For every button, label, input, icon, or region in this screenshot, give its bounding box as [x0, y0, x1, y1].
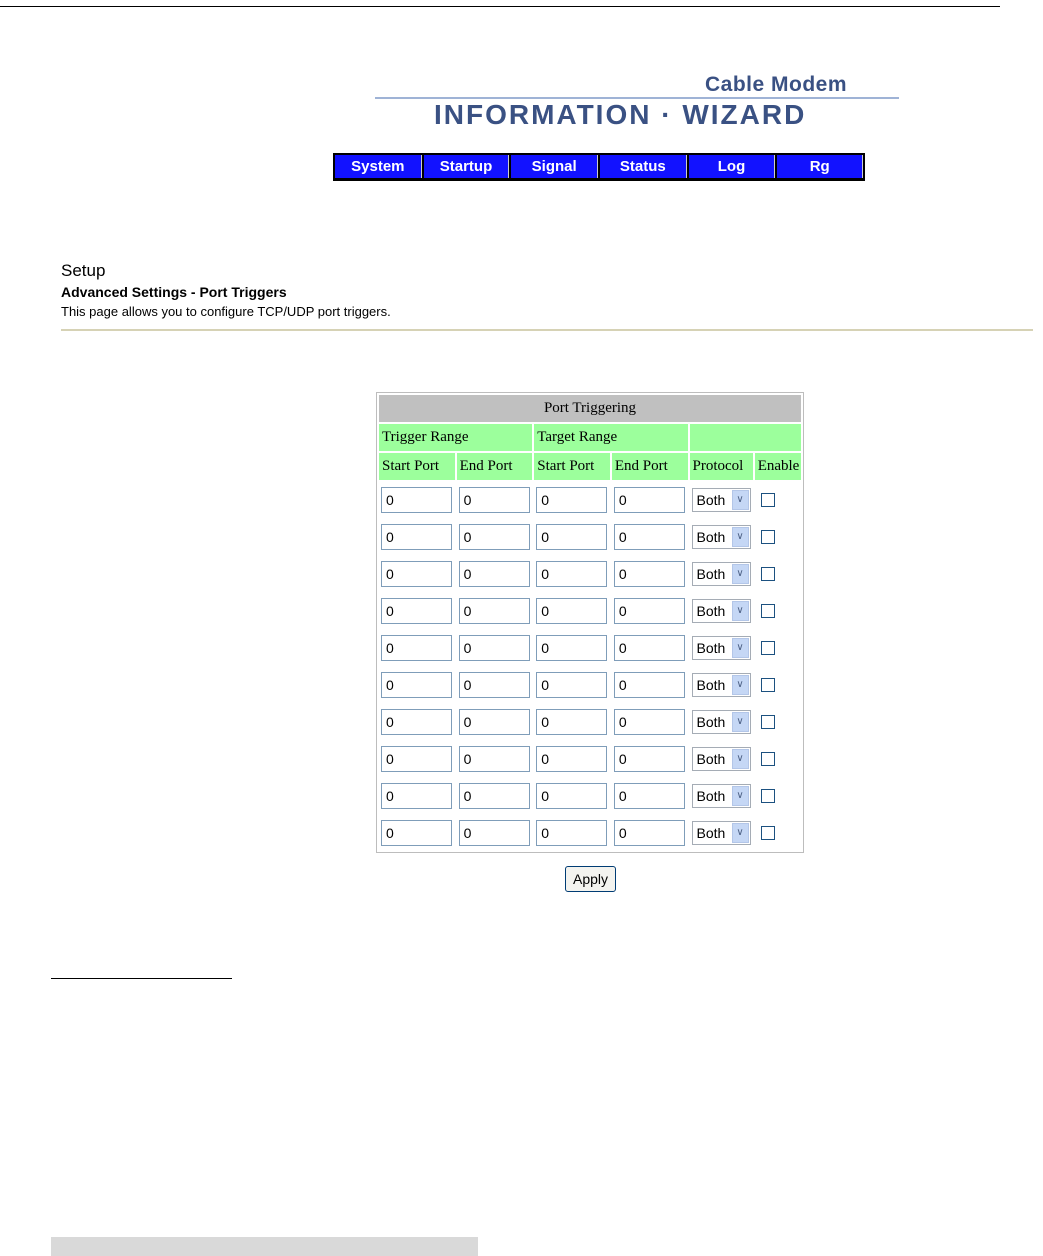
page-title: Setup	[61, 261, 106, 280]
enable-cell	[755, 556, 801, 591]
protocol-cell	[690, 556, 753, 591]
chevron-down-icon[interactable]: ∨	[732, 786, 749, 806]
protocol-select[interactable]	[692, 599, 751, 623]
apply-button[interactable]: Apply	[565, 866, 616, 892]
enable-checkbox[interactable]	[761, 715, 775, 729]
target-end-port-input[interactable]	[614, 820, 685, 846]
gray-footer-bar	[51, 1237, 478, 1256]
chevron-down-icon[interactable]: ∨	[732, 823, 749, 843]
port-triggering-table	[376, 392, 804, 853]
port-cell	[457, 704, 533, 739]
nav-system[interactable]: System	[335, 155, 422, 178]
protocol-cell	[690, 704, 753, 739]
col-target-end-port: End Port	[612, 453, 688, 480]
enable-checkbox[interactable]	[761, 604, 775, 618]
trigger-end-port-input[interactable]	[459, 524, 530, 550]
target-end-port-input[interactable]	[614, 709, 685, 735]
chevron-down-icon[interactable]: ∨	[732, 675, 749, 695]
table-row	[379, 704, 801, 739]
table-row	[379, 556, 801, 591]
port-cell	[534, 667, 610, 702]
section-divider	[61, 329, 1033, 331]
trigger-start-port-input[interactable]	[381, 820, 452, 846]
port-cell	[457, 815, 533, 850]
port-cell	[457, 482, 533, 517]
enable-checkbox[interactable]	[761, 789, 775, 803]
target-end-port-input[interactable]	[614, 561, 685, 587]
trigger-start-port-input[interactable]	[381, 783, 452, 809]
protocol-cell	[690, 593, 753, 628]
port-cell	[534, 704, 610, 739]
enable-cell	[755, 778, 801, 813]
enable-cell	[755, 593, 801, 628]
chevron-down-icon[interactable]: ∨	[732, 527, 749, 547]
page-top-rule	[0, 6, 1000, 7]
protocol-value: Both	[696, 750, 726, 767]
target-range-header: Target Range	[534, 424, 687, 451]
protocol-value: Both	[696, 565, 726, 582]
trigger-end-port-input[interactable]	[459, 598, 530, 624]
table-row	[379, 630, 801, 665]
target-end-port-input[interactable]	[614, 598, 685, 624]
target-end-port-input[interactable]	[614, 524, 685, 550]
target-start-port-input[interactable]	[536, 561, 607, 587]
port-cell	[379, 778, 455, 813]
port-cell	[379, 741, 455, 776]
port-cell	[457, 741, 533, 776]
port-cell	[379, 482, 455, 517]
protocol-cell	[690, 482, 753, 517]
nav-log[interactable]: Log	[689, 155, 776, 178]
port-cell	[457, 778, 533, 813]
protocol-select[interactable]	[692, 562, 751, 586]
target-end-port-input[interactable]	[614, 635, 685, 661]
chevron-down-icon[interactable]: ∨	[732, 749, 749, 769]
enable-checkbox[interactable]	[761, 678, 775, 692]
protocol-cell	[690, 519, 753, 554]
port-cell	[534, 630, 610, 665]
port-cell	[457, 556, 533, 591]
port-cell	[534, 482, 610, 517]
enable-cell	[755, 519, 801, 554]
enable-checkbox[interactable]	[761, 567, 775, 581]
target-start-port-input[interactable]	[536, 524, 607, 550]
trigger-end-port-input[interactable]	[459, 709, 530, 735]
port-cell	[534, 519, 610, 554]
enable-cell	[755, 704, 801, 739]
target-end-port-input[interactable]	[614, 487, 685, 513]
nav-startup[interactable]: Startup	[424, 155, 510, 178]
port-cell	[379, 519, 455, 554]
port-cell	[379, 556, 455, 591]
enable-checkbox[interactable]	[761, 752, 775, 766]
trigger-start-port-input[interactable]	[381, 672, 452, 698]
enable-checkbox[interactable]	[761, 530, 775, 544]
protocol-value: Both	[696, 787, 726, 804]
enable-checkbox[interactable]	[761, 641, 775, 655]
protocol-value: Both	[696, 639, 726, 656]
logo-cable-modem: Cable Modem	[705, 73, 848, 96]
col-enable: Enable	[755, 453, 801, 480]
protocol-value: Both	[696, 713, 726, 730]
table-row	[379, 741, 801, 776]
top-nav	[333, 153, 865, 181]
nav-status[interactable]: Status	[600, 155, 687, 178]
page-description: This page allows you to configure TCP/UDP port triggers.	[61, 304, 391, 319]
port-cell	[612, 741, 688, 776]
target-start-port-input[interactable]	[536, 672, 607, 698]
protocol-cell	[690, 815, 753, 850]
port-cell	[534, 815, 610, 850]
target-end-port-input[interactable]	[614, 746, 685, 772]
protocol-value: Both	[696, 491, 726, 508]
port-cell	[612, 704, 688, 739]
protocol-value: Both	[696, 676, 726, 693]
table-row	[379, 815, 801, 850]
protocol-select[interactable]	[692, 673, 751, 697]
port-cell	[534, 556, 610, 591]
trigger-end-port-input[interactable]	[459, 561, 530, 587]
enable-cell	[755, 741, 801, 776]
col-trigger-end-port: End Port	[457, 453, 533, 480]
target-start-port-input[interactable]	[536, 709, 607, 735]
target-start-port-input[interactable]	[536, 783, 607, 809]
chevron-down-icon[interactable]: ∨	[732, 601, 749, 621]
port-cell	[457, 519, 533, 554]
port-cell	[379, 667, 455, 702]
protocol-value: Both	[696, 824, 726, 841]
page-subtitle: Advanced Settings - Port Triggers	[61, 284, 287, 300]
target-start-port-input[interactable]	[536, 598, 607, 624]
logo-information-wizard: INFORMATION · WIZARD	[434, 99, 807, 130]
chevron-down-icon[interactable]: ∨	[732, 564, 749, 584]
protocol-select[interactable]	[692, 525, 751, 549]
target-end-port-input[interactable]	[614, 783, 685, 809]
trigger-start-port-input[interactable]	[381, 746, 452, 772]
protocol-value: Both	[696, 528, 726, 545]
blank-group-header	[690, 424, 802, 451]
enable-cell	[755, 815, 801, 850]
table-title: Port Triggering	[379, 395, 801, 422]
port-cell	[612, 556, 688, 591]
port-cell	[612, 778, 688, 813]
chevron-down-icon[interactable]: ∨	[732, 490, 749, 510]
underline-rule	[51, 978, 232, 979]
protocol-cell	[690, 630, 753, 665]
port-cell	[457, 630, 533, 665]
trigger-end-port-input[interactable]	[459, 783, 530, 809]
target-start-port-input[interactable]	[536, 746, 607, 772]
trigger-start-port-input[interactable]	[381, 487, 452, 513]
protocol-cell	[690, 667, 753, 702]
trigger-end-port-input[interactable]	[459, 820, 530, 846]
enable-cell	[755, 630, 801, 665]
port-cell	[612, 630, 688, 665]
port-cell	[379, 630, 455, 665]
nav-rg[interactable]: Rg	[777, 155, 863, 178]
table-body	[379, 482, 801, 850]
protocol-select[interactable]	[692, 821, 751, 845]
target-start-port-input[interactable]	[536, 820, 607, 846]
port-cell	[457, 593, 533, 628]
port-cell	[379, 815, 455, 850]
enable-checkbox[interactable]	[761, 826, 775, 840]
target-start-port-input[interactable]	[536, 635, 607, 661]
protocol-select[interactable]	[692, 784, 751, 808]
table-row	[379, 482, 801, 517]
port-cell	[379, 593, 455, 628]
col-target-start-port: Start Port	[534, 453, 610, 480]
protocol-cell	[690, 778, 753, 813]
protocol-select[interactable]	[692, 710, 751, 734]
trigger-start-port-input[interactable]	[381, 598, 452, 624]
chevron-down-icon[interactable]: ∨	[732, 638, 749, 658]
port-cell	[534, 593, 610, 628]
chevron-down-icon[interactable]: ∨	[732, 712, 749, 732]
protocol-select[interactable]	[692, 747, 751, 771]
port-cell	[612, 815, 688, 850]
port-cell	[612, 482, 688, 517]
protocol-cell	[690, 741, 753, 776]
trigger-start-port-input[interactable]	[381, 635, 452, 661]
trigger-end-port-input[interactable]	[459, 487, 530, 513]
table-row	[379, 667, 801, 702]
enable-cell	[755, 482, 801, 517]
target-start-port-input[interactable]	[536, 487, 607, 513]
port-cell	[612, 593, 688, 628]
protocol-select[interactable]	[692, 636, 751, 660]
table-row	[379, 778, 801, 813]
table-row	[379, 593, 801, 628]
enable-checkbox[interactable]	[761, 493, 775, 507]
trigger-range-header: Trigger Range	[379, 424, 532, 451]
col-trigger-start-port: Start Port	[379, 453, 455, 480]
protocol-value: Both	[696, 602, 726, 619]
trigger-end-port-input[interactable]	[459, 746, 530, 772]
nav-signal[interactable]: Signal	[511, 155, 598, 178]
enable-cell	[755, 667, 801, 702]
port-cell	[534, 741, 610, 776]
port-cell	[612, 519, 688, 554]
target-end-port-input[interactable]	[614, 672, 685, 698]
col-protocol: Protocol	[690, 453, 753, 480]
trigger-end-port-input[interactable]	[459, 672, 530, 698]
trigger-start-port-input[interactable]	[381, 561, 452, 587]
port-cell	[612, 667, 688, 702]
port-cell	[379, 704, 455, 739]
protocol-select[interactable]	[692, 488, 751, 512]
table-row	[379, 519, 801, 554]
port-cell	[534, 778, 610, 813]
trigger-start-port-input[interactable]	[381, 524, 452, 550]
trigger-start-port-input[interactable]	[381, 709, 452, 735]
port-cell	[457, 667, 533, 702]
trigger-end-port-input[interactable]	[459, 635, 530, 661]
